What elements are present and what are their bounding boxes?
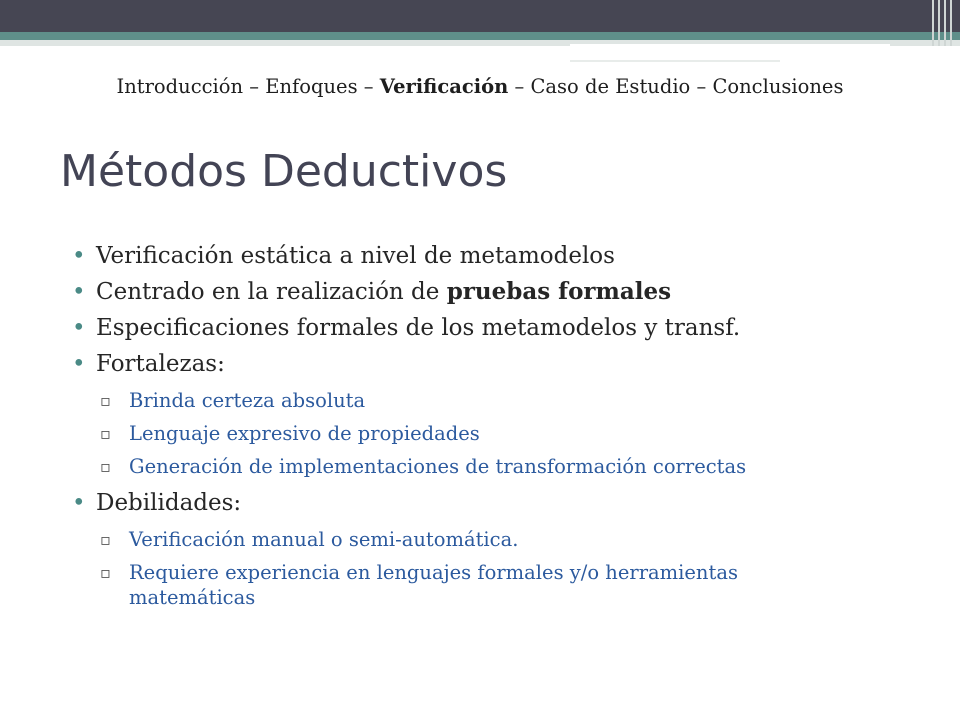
breadcrumb — [0, 75, 960, 98]
sub-bullet-item — [72, 454, 889, 479]
sub-bullet-square-icon: ▫ — [100, 424, 111, 443]
bullet-dot-icon: • — [72, 315, 86, 341]
bullet-dot-icon: • — [72, 279, 86, 305]
sub-bullet-item — [72, 388, 932, 413]
bullet-text: Centrado en la realización de — [96, 279, 447, 305]
sub-bullet-square-icon: ▫ — [100, 563, 111, 582]
sub-bullet-text: Lenguaje expresivo de propiedades — [129, 422, 480, 445]
breadcrumb-separator: – — [357, 75, 380, 98]
sub-bullet-square-icon: ▫ — [100, 457, 111, 476]
bullet-dot-icon: • — [72, 490, 86, 516]
top-bar — [0, 0, 960, 32]
bullet-dot-icon: • — [72, 351, 86, 377]
bullet-text: Fortalezas: — [96, 351, 225, 377]
breadcrumb-item-caso-de-estudio[interactable]: Caso de Estudio — [530, 75, 691, 98]
breadcrumb-separator: – — [690, 75, 713, 98]
bullet-item — [72, 276, 932, 308]
slide-content — [72, 240, 932, 618]
sub-bullet-square-icon: ▫ — [100, 391, 111, 410]
sub-bullet-item — [72, 560, 829, 610]
bullet-item — [72, 312, 932, 344]
bullet-text: Debilidades: — [96, 490, 242, 516]
sub-bullet-square-icon: ▫ — [100, 530, 111, 549]
bullet-bold-text: pruebas formales — [446, 278, 672, 305]
accent-strip — [0, 32, 960, 40]
breadcrumb-separator: – — [243, 75, 266, 98]
decorative-line — [570, 60, 780, 62]
bullet-item — [72, 487, 932, 519]
sub-bullet-item — [72, 421, 932, 446]
decorative-lines — [928, 0, 960, 46]
decorative-line — [570, 44, 890, 47]
breadcrumb-item-verificacion[interactable]: Verificación — [379, 75, 509, 98]
breadcrumb-separator: – — [508, 75, 531, 98]
breadcrumb-item-enfoques[interactable]: Enfoques — [265, 75, 358, 98]
sub-bullet-text: Verificación manual o semi-automática. — [129, 528, 519, 551]
bullet-text: Especificaciones formales de los metamodelos y transf. — [96, 315, 741, 341]
sub-bullet-text: Requiere experiencia en lenguajes formales y/o herramientas matemáticas — [129, 561, 738, 609]
sub-bullet-text: Brinda certeza absoluta — [129, 389, 366, 412]
bullet-item — [72, 240, 932, 272]
bullet-dot-icon: • — [72, 243, 86, 269]
bullet-item — [72, 348, 932, 380]
sub-bullet-item — [72, 527, 932, 552]
bullet-text: Verificación estática a nivel de metamodelos — [96, 243, 615, 269]
breadcrumb-item-introduccion[interactable]: Introducción — [116, 75, 244, 98]
slide-title: Métodos Deductivos — [60, 146, 508, 197]
breadcrumb-item-conclusiones[interactable]: Conclusiones — [712, 75, 844, 98]
sub-bullet-text: Generación de implementaciones de transformación correctas — [129, 455, 747, 478]
